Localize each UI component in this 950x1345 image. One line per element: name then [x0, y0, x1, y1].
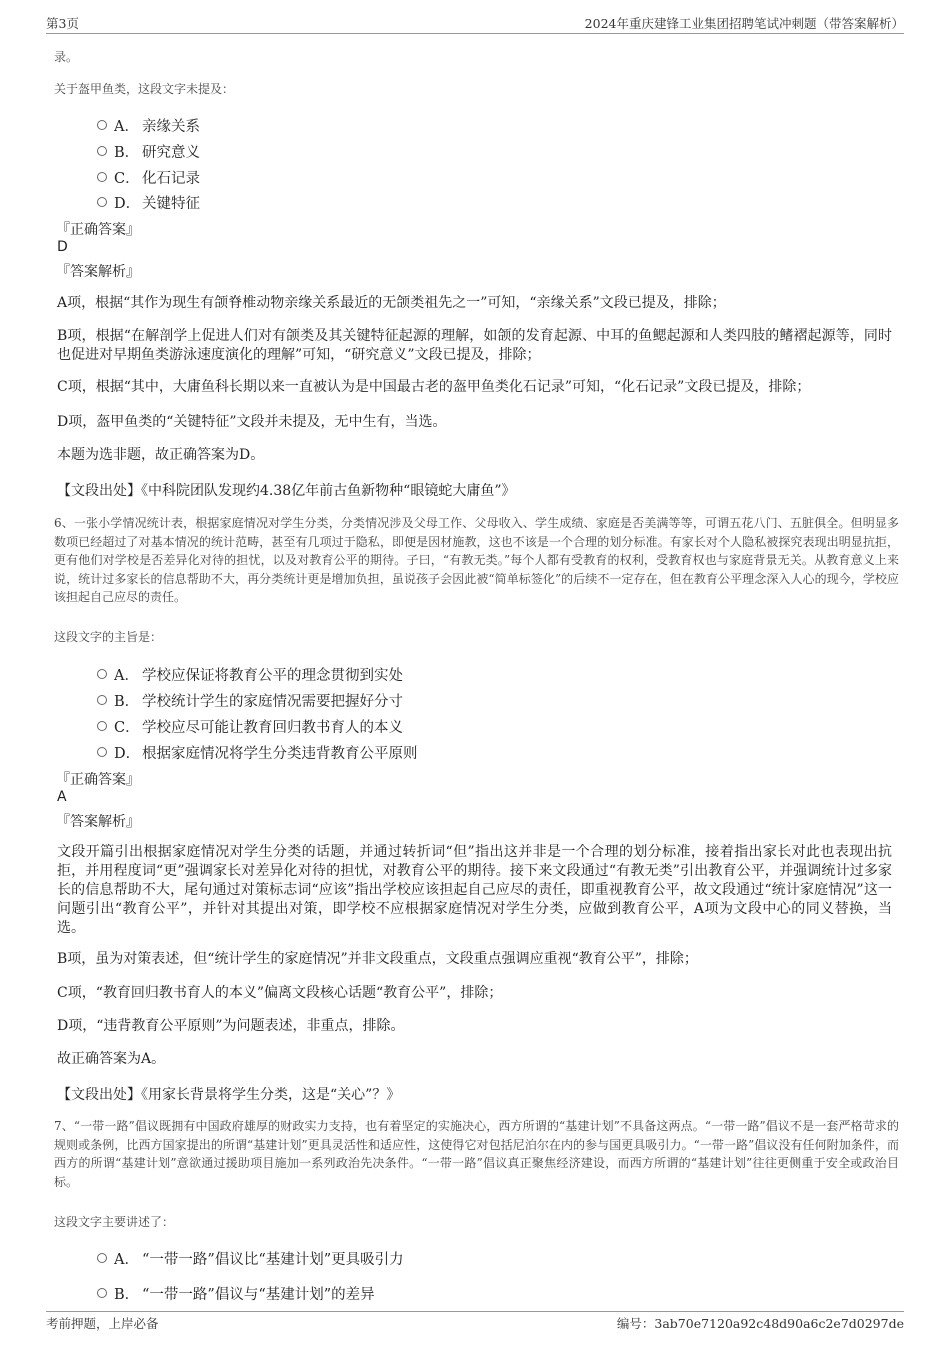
option-letter: A． [114, 119, 139, 135]
q6-option-a[interactable] [114, 664, 403, 685]
page-footer [46, 1314, 904, 1334]
q5-answer-label: 『正确答案』 [56, 222, 140, 238]
q6-analysis-main: 文段开篇引出根据家庭情况对学生分类的话题，并通过转折词“但”指出这并非是一个合理的划分标准，接着指出家长对此也表现出抗拒，并用程度词“更”强调家长对差异化对待的担忧，对教育公平的期待。接下来文段通过“有教无类”引出教育公平，并强调统计过多家长的信息帮助不大，尾句通过对策标志词“应该”指出学校应该担起自己应尽的责任，即重视教育公平，故文段通过“统计家庭情况”这一问题引出“教育公平”，并针对其提出对策，即学校不应根据家庭情况对学生分类，应做到教育公平，A项为文段中心的同义替换，当选。 [57, 844, 892, 936]
radio-icon[interactable] [97, 669, 107, 679]
option-letter: C． [114, 171, 140, 187]
q6-analysis-b: B项，虽为对策表述，但“统计学生的家庭情况”并非文段重点，文段重点强调应重视“教育公平”，排除； [57, 951, 698, 967]
q5-answer: D [57, 239, 68, 255]
q6-option-b[interactable] [114, 690, 403, 711]
option-text: 研究意义 [142, 145, 200, 161]
page-number: 第3页 [46, 16, 79, 31]
option-letter: B． [114, 694, 140, 710]
q7-stem: 这段文字主要讲述了： [54, 1215, 175, 1229]
footer-divider [46, 1311, 904, 1312]
option-text: “一带一路”倡议比“基建计划”更具吸引力 [142, 1252, 404, 1268]
q7-option-a[interactable] [114, 1248, 404, 1269]
option-text: 学校应尽可能让教育回归教书育人的本义 [142, 720, 403, 736]
document-title: 2024年重庆建锋工业集团招聘笔试冲刺题（带答案解析） [584, 16, 904, 31]
option-text: “一带一路”倡议与“基建计划”的差异 [142, 1287, 375, 1303]
q6-answer-label: 『正确答案』 [56, 772, 140, 788]
q6-analysis-label: 『答案解析』 [56, 814, 140, 830]
radio-icon[interactable] [97, 120, 107, 130]
radio-icon[interactable] [97, 1288, 107, 1298]
q5-analysis-b: B项，根据“在解剖学上促进人们对有颌类及其关键特征起源的理解，如颌的发育起源、中耳的鱼鳃起源和人类四肢的鳍褶起源等，同时也促进对早期鱼类游泳速度演化的理解”可知，“研究意义”文段已提及，排除； [57, 328, 892, 363]
option-letter: C． [114, 720, 140, 736]
q5-analysis-a: A项，根据“其作为现生有颌脊椎动物亲缘关系最近的无颌类祖先之一”可知，“亲缘关系”文段已提及，排除； [57, 295, 726, 311]
q6-option-c[interactable] [114, 716, 403, 737]
q5-option-b[interactable] [114, 141, 200, 162]
q6-stem: 这段文字的主旨是： [54, 630, 163, 644]
q6-analysis-d: D项，“违背教育公平原则”为问题表述，非重点，排除。 [57, 1018, 405, 1034]
q6-source: 【文段出处】《用家长背景将学生分类，这是“关心”？》 [57, 1087, 401, 1103]
q5-analysis-c: C项，根据“其中，大庸鱼科长期以来一直被认为是中国最古老的盔甲鱼类化石记录”可知，“化石记录”文段已提及，排除； [57, 379, 811, 395]
option-letter: D． [114, 746, 141, 762]
radio-icon[interactable] [97, 747, 107, 757]
radio-icon[interactable] [97, 197, 107, 207]
q6-passage: 6、一张小学情况统计表，根据家庭情况对学生分类，分类情况涉及父母工作、父母收入、学生成绩、家庭是否美满等等，可谓五花八门、五脏俱全。但明显多数项已经超过了对基本情况的统计范畴，甚至有几项过于隐私，即便是因材施教，这也不该是一个合理的划分标准。有家长对个人隐私被探究表现出明显抗拒，更有他们对学校是否差异化对待的担忧，以及对教育公平的期待。子曰，“有教无类。”每个人都有受教育的权利，受教育权也与家庭背景无关。从教育意义上来说，统计过多家长的信息帮助不大，再分类统计更是增加负担，虽说孩子会因此被“简单标签化”的后续不一定存在，但在教育公平理念深入人心的现今，学校应该担起自己应尽的责任。 [54, 516, 899, 604]
q6-conclusion: 故正确答案为A。 [57, 1051, 166, 1067]
q6-analysis-c: C项，“教育回归教书育人的本义”偏离文段核心话题“教育公平”，排除； [57, 985, 503, 1001]
radio-icon[interactable] [97, 1253, 107, 1263]
option-text: 根据家庭情况将学生分类违背教育公平原则 [142, 746, 418, 762]
q7-passage: 7、“一带一路”倡议既拥有中国政府雄厚的财政实力支持，也有着坚定的实施决心，西方所谓的“基建计划”不具备这两点。“一带一路”倡议不是一套严格苛求的规则或条例，比西方国家提出的所谓“基建计划”更具灵活性和适应性，这使得它对包括尼泊尔在内的参与国更具吸引力。“一带一路”倡议没有任何附加条件，而西方的所谓“基建计划”意欲通过援助项目施加一系列政治先决条件。“一带一路”倡议真正聚焦经济建设，而西方所谓的“基建计划”往往更侧重于安全或政治目标。 [54, 1119, 899, 1189]
option-letter: A． [114, 1252, 139, 1268]
q5-stem: 关于盔甲鱼类，这段文字未提及： [54, 82, 235, 96]
q5-source: 【文段出处】《中科院团队发现约4.38亿年前古鱼新物种“眼镜蛇大庸鱼”》 [57, 483, 516, 499]
radio-icon[interactable] [97, 146, 107, 156]
q5-option-d[interactable] [114, 192, 200, 213]
q5-conclusion: 本题为选非题，故正确答案为D。 [57, 447, 265, 463]
document-id: 编号：3ab70e7120a92c48d90a6c2e7d0297de [616, 1316, 904, 1331]
q7-option-b[interactable] [114, 1283, 375, 1304]
option-text: 化石记录 [142, 171, 200, 187]
q5-option-a[interactable] [114, 115, 200, 136]
option-text: 关键特征 [142, 196, 200, 212]
option-text: 亲缘关系 [142, 119, 200, 135]
radio-icon[interactable] [97, 172, 107, 182]
option-text: 学校统计学生的家庭情况需要把握好分寸 [142, 694, 403, 710]
option-text: 学校应保证将教育公平的理念贯彻到实处 [142, 668, 403, 684]
option-letter: D． [114, 196, 141, 212]
q5-analysis-d: D项，盔甲鱼类的“关键特征”文段并未提及，无中生有，当选。 [57, 414, 447, 430]
option-letter: A． [114, 668, 139, 684]
radio-icon[interactable] [97, 695, 107, 705]
footer-slogan: 考前押题，上岸必备 [46, 1316, 159, 1331]
header-divider [46, 33, 904, 34]
q6-option-d[interactable] [114, 742, 418, 763]
option-letter: B． [114, 145, 140, 161]
option-letter: B． [114, 1287, 140, 1303]
radio-icon[interactable] [97, 721, 107, 731]
q6-answer: A [57, 789, 67, 805]
q5-option-c[interactable] [114, 167, 200, 188]
q5-analysis-label: 『答案解析』 [56, 264, 140, 280]
page-header [46, 14, 904, 34]
continued-text: 录。 [54, 50, 79, 64]
